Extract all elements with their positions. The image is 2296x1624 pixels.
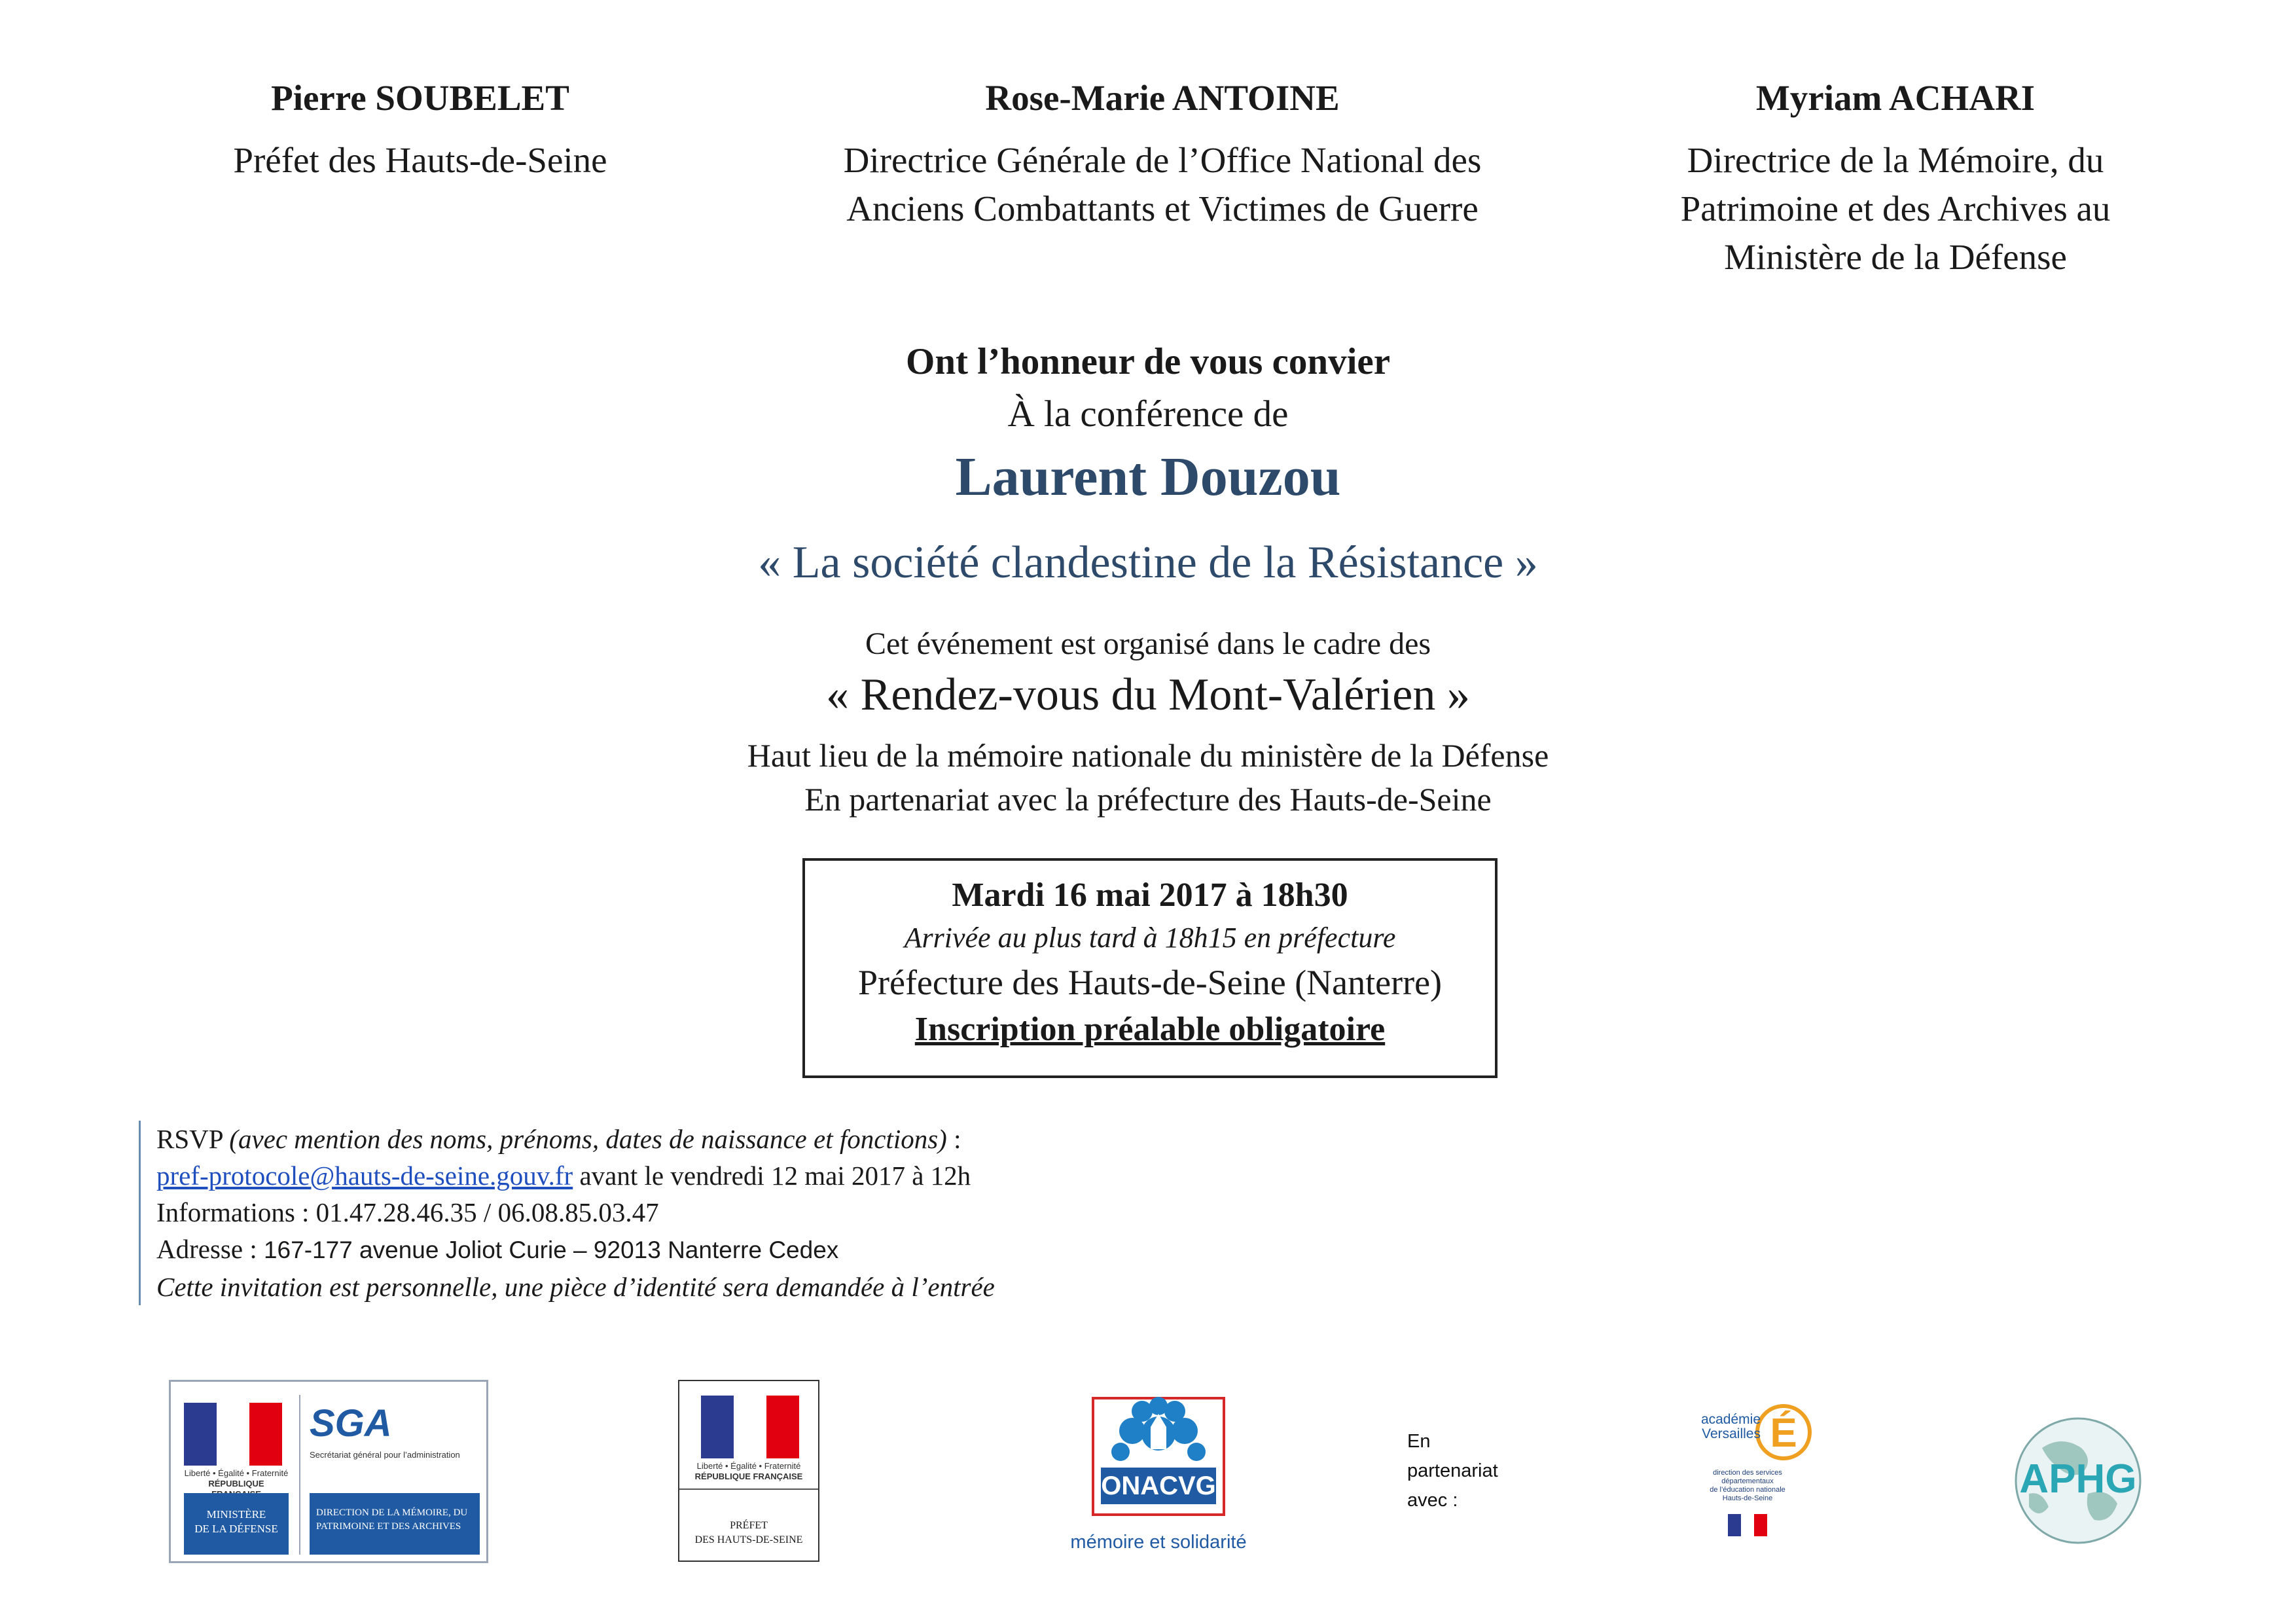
- event-details-box: [802, 858, 1498, 1078]
- academie-line-1: académie: [1700, 1412, 1761, 1427]
- prefet-text: [679, 1519, 818, 1547]
- prefet-line-1: PRÉFET: [730, 1520, 768, 1531]
- signatory-1: [93, 72, 747, 185]
- rsvp-email-line: [156, 1157, 1138, 1194]
- partner-label: [1407, 1427, 1498, 1515]
- ministry-line-1: MINISTÈRE: [206, 1508, 266, 1521]
- academie-name: [1689, 1413, 1761, 1441]
- ministry-line-2: DE LA DÉFENSE: [194, 1523, 278, 1535]
- direction-line-2: PATRIMOINE ET DES ARCHIVES: [316, 1521, 461, 1532]
- partner-line-3: avec :: [1407, 1490, 1458, 1511]
- onacvg-tagline: mémoire et solidarité: [1070, 1532, 1247, 1553]
- rsvp-colon: :: [946, 1124, 961, 1154]
- motto-text: Liberté • Égalité • Fraternité: [696, 1461, 801, 1471]
- academie-sub-1: direction des services: [1713, 1469, 1782, 1477]
- invitation-line-2: À la conférence de: [1007, 393, 1289, 435]
- partnership-line: En partenariat avec la préfecture des Hauts-de-Seine: [804, 781, 1492, 818]
- rsvp-email-link[interactable]: pref-protocole@hauts-de-seine.gouv.fr: [156, 1161, 573, 1191]
- registration-note: Inscription préalable obligatoire: [914, 1011, 1386, 1048]
- signatory-title: Directrice de la Mémoire, du Patrimoine et des Archives au Ministère de la Défense: [1680, 140, 2111, 277]
- signatory-3: [1568, 72, 2223, 281]
- signatory-name: Rose-Marie ANTOINE: [985, 78, 1340, 118]
- academie-subtitle: [1676, 1469, 1820, 1503]
- aphg-brand: APHG: [2019, 1456, 2137, 1502]
- signatory-name: Myriam ACHARI: [1755, 78, 2036, 118]
- rsvp-address: 167-177 avenue Joliot Curie – 92013 Nanterre Cedex: [263, 1236, 839, 1263]
- sga-tagline: Secrétariat général pour l’administration: [310, 1450, 460, 1460]
- svg-text:É: É: [1770, 1411, 1797, 1456]
- academie-sub-2: départementaux: [1721, 1477, 1774, 1485]
- aphg-logo: [2003, 1415, 2153, 1546]
- rsvp-info: Informations : 01.47.28.46.35 / 06.08.85.03.47: [156, 1197, 659, 1227]
- marianne-flag-icon: [701, 1396, 799, 1458]
- rsvp-address-line: [156, 1231, 1138, 1269]
- prefet-line-2: DES HAUTS-DE-SEINE: [694, 1534, 803, 1545]
- marianne-flag-icon: [1728, 1514, 1767, 1536]
- rsvp-deadline: avant le vendredi 12 mai 2017 à 12h: [573, 1161, 971, 1191]
- event-context: Cet événement est organisé dans le cadre des: [865, 626, 1431, 661]
- ministry-block: [184, 1493, 289, 1555]
- partner-line-1: En: [1407, 1431, 1431, 1452]
- event-venue: Préfecture des Hauts-de-Seine (Nanterre): [857, 963, 1443, 1002]
- place-description: Haut lieu de la mémoire nationale du ministère de la Défense: [747, 737, 1549, 774]
- partner-line-2: partenariat: [1407, 1460, 1498, 1481]
- arrival-note: Arrivée au plus tard à 18h15 en préfecture: [904, 922, 1396, 954]
- divider: [679, 1489, 818, 1490]
- republic-text: RÉPUBLIQUE FRANÇAISE: [694, 1471, 803, 1481]
- academie-versailles-logo: [1676, 1393, 1820, 1543]
- prefet-logo: [678, 1380, 819, 1562]
- rsvp-personal-note: Cette invitation est personnelle, une pièce d’identité sera demandée à l’entrée: [156, 1272, 995, 1302]
- motto-text: Liberté • Égalité • Fraternité: [184, 1468, 289, 1478]
- rsvp-line: [156, 1121, 1138, 1157]
- sga-logo: [169, 1380, 488, 1563]
- signatory-2: [835, 72, 1490, 233]
- conference-topic: « La société clandestine de la Résistance »: [758, 537, 1538, 588]
- academie-sub-4: Hauts-de-Seine: [1722, 1494, 1773, 1502]
- onacvg-logo: [1060, 1394, 1257, 1564]
- signatory-title: Directrice Générale de l’Office National des Anciens Combattants et Victimes de Guerre: [843, 140, 1482, 228]
- direction-line-1: DIRECTION DE LA MÉMOIRE, DU: [316, 1507, 468, 1518]
- event-series: « Rendez-vous du Mont-Valérien »: [826, 670, 1470, 720]
- republic-text: RÉPUBLIQUE: [208, 1479, 264, 1489]
- rsvp-label: RSVP: [156, 1124, 223, 1154]
- marianne-flag-icon: [184, 1403, 282, 1466]
- rsvp-block: [139, 1121, 1138, 1305]
- e-accent-icon: [1754, 1393, 1813, 1465]
- divider: [299, 1395, 300, 1555]
- rsvp-note: (avec mention des noms, prénoms, dates de naissance et fonctions): [229, 1124, 947, 1154]
- sga-brand: SGA: [310, 1402, 392, 1445]
- event-date: Mardi 16 mai 2017 à 18h30: [952, 876, 1348, 914]
- signatory-title: Préfet des Hauts-de-Seine: [233, 140, 607, 180]
- academie-line-2: Versailles: [1702, 1426, 1761, 1441]
- signatory-name: Pierre SOUBELET: [271, 78, 569, 118]
- onacvg-brand: ONACVG: [1101, 1471, 1216, 1500]
- rsvp-address-label: Adresse :: [156, 1234, 264, 1264]
- invitation-line-1: Ont l’honneur de vous convier: [905, 341, 1391, 382]
- academie-sub-3: de l’éducation nationale: [1710, 1486, 1785, 1494]
- speaker-name: Laurent Douzou: [955, 446, 1341, 507]
- direction-block: [310, 1493, 480, 1555]
